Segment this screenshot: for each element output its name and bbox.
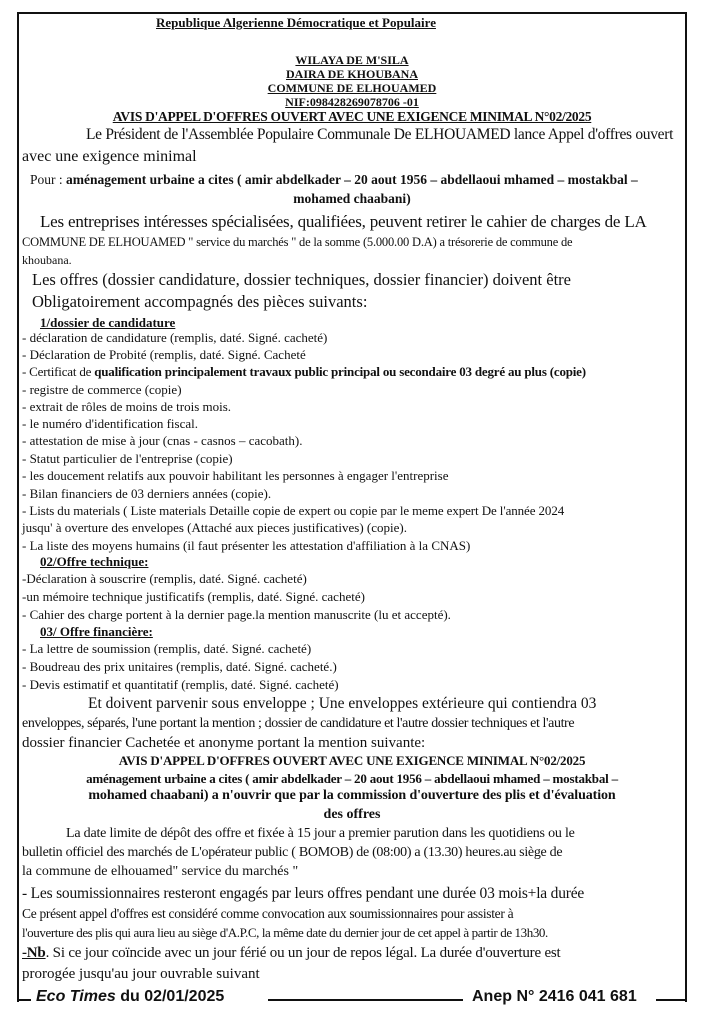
nb-line-1 — [22, 946, 561, 961]
intro-line-2: avec une exigence minimal — [22, 148, 197, 165]
retrait-line-3: khoubana. — [22, 253, 72, 267]
section-candidature-title: 1/dossier de candidature — [40, 315, 176, 330]
enveloppe-mention-2: mohamed chaabani) a n'ouvrir que par la commission d'ouverture des plis et d'évaluation — [88, 788, 616, 803]
publication-date: du 02/01/2025 — [115, 988, 225, 1005]
republic-heading: Republique Algerienne Démocratique et Populaire — [156, 15, 436, 30]
pour-label: Pour : — [30, 172, 67, 187]
project-name: aménagement urbaine a cites ( amir abdelkader – 20 aout 1956 – abdellaoui mhamed – mostakbal – — [66, 172, 638, 187]
delai-line-1: La date limite de dépôt des offre et fixée à 15 jour a premier parution dans les quotidiens ou le — [66, 826, 575, 841]
candidature-item: - déclaration de candidature (remplis, daté. Signé. cacheté) — [22, 330, 328, 345]
publication-credit — [36, 989, 224, 1005]
candidature-item: - Statut particulier de l'entreprise (copie) — [22, 451, 233, 466]
delai-line-2: bulletin officiel des marchés de L'opérateur public ( BOMOB) de (08:00) a (13.30) heures.au siège de — [22, 845, 563, 860]
certificat-requirement: qualification principalement travaux public principal ou secondaire 03 degré au plus (copie) — [94, 364, 586, 379]
delai-line-3: la commune de elhouamed" service du marchés " — [22, 864, 299, 879]
notice-title: AVIS D'APPEL D'OFFRES OUVERT AVEC UNE EXIGENCE MINIMAL N°02/2025 — [112, 109, 592, 124]
candidature-item-continued: jusqu' à overture des envelopes (Attaché aux pieces justificatives) (copie). — [22, 520, 407, 535]
nif-number: NIF:098428269078706 -01 — [285, 95, 419, 109]
technique-item: -un mémoire technique justificatifs (remplis, daté. Signé. cacheté) — [22, 589, 365, 604]
candidature-item: - Lists du materials ( Liste materials Detaille copie de expert ou copie par le meme expert De l'année 2024 — [22, 503, 565, 518]
retrait-line-2: COMMUNE DE ELHOUAMED " service du marchés " de la somme (5.000.00 D.A) a trésorerie de commune de — [22, 235, 573, 249]
delai-line-6: l'ouverture des plis qui aura lieu au siège d'A.P.C, la même date du dernier jour de cet appel à partir de 13h30. — [22, 925, 548, 940]
pour-line-2: mohamed chaabani) — [293, 191, 411, 206]
offres-line-1: Les offres (dossier candidature, dossier techniques, dossier financier) doivent être — [32, 270, 571, 289]
nb-line-2: prorogée jusqu'au jour ouvrable suivant — [22, 966, 260, 982]
enveloppe-mention-3: des offres — [323, 807, 381, 822]
candidature-item-certificat — [22, 365, 586, 378]
commune-heading: COMMUNE DE ELHOUAMED — [267, 81, 437, 95]
enveloppe-mention-1: aménagement urbaine a cites ( amir abdelkader – 20 aout 1956 – abdellaoui mhamed – mostakbal – — [86, 771, 618, 786]
offres-line-2: Obligatoirement accompagnés des pièces suivants: — [32, 292, 368, 311]
candidature-item: - attestation de mise à jour (cnas - casnos – cacobath). — [22, 433, 303, 448]
enveloppe-title: AVIS D'APPEL D'OFFRES OUVERT AVEC UNE EXIGENCE MINIMAL N°02/2025 — [118, 753, 586, 768]
border-bottom-left — [17, 999, 31, 1001]
publication-name: Eco Times — [36, 988, 116, 1005]
pour-line-1 — [30, 173, 638, 187]
footer-rule — [268, 999, 463, 1001]
border-bottom-right — [656, 999, 685, 1001]
financiere-item: - Devis estimatif et quantitatif (remplis, daté. Signé. cacheté) — [22, 677, 339, 692]
candidature-item: - Bilan financiers de 03 derniers années (copie). — [22, 486, 272, 501]
nb-label: -Nb — [22, 945, 46, 961]
section-technique-title: 02/Offre technique: — [40, 554, 149, 569]
candidature-item: - La liste des moyens humains (il faut présenter les attestation d'affiliation à la CNAS) — [22, 538, 471, 553]
technique-item: - Cahier des charge portent à la dernier page.la mention manuscrite (lu et accepté). — [22, 607, 451, 622]
financiere-item: - La lettre de soumission (remplis, daté. Signé. cacheté) — [22, 641, 312, 656]
delai-line-5: Ce présent appel d'offres est considéré comme convocation aux soumissionnaires pour assister à — [22, 906, 514, 921]
delai-line-4: - Les soumissionnaires resteront engagés par leurs offres pendant une durée 03 mois+la durée — [22, 885, 585, 902]
enveloppe-line-3: dossier financier Cachetée et anonyme portant la mention suivante: — [22, 735, 426, 751]
retrait-line-1: Les entreprises intéresses spécialisées, qualifiées, peuvent retirer le cahier de charges de LA — [40, 212, 647, 231]
section-financiere-title: 03/ Offre financière: — [40, 624, 153, 639]
intro-line-1: Le Président de l'Assemblée Populaire Communale De ELHOUAMED lance Appel d'offres ouvert — [86, 126, 674, 143]
candidature-item: - registre de commerce (copie) — [22, 382, 182, 397]
daira-heading: DAIRA DE KHOUBANA — [285, 67, 418, 81]
nb-text: . Si ce jour coïncide avec un jour férié ou un jour de repos légal. La durée d'ouverture est — [45, 945, 561, 961]
candidature-item: - Déclaration de Probité (remplis, daté. Signé. Cacheté — [22, 347, 306, 362]
wilaya-heading: WILAYA DE M'SILA — [295, 53, 409, 67]
candidature-item: - les doucement relatifs aux pouvoir habilitant les personnes à engager l'entreprise — [22, 468, 449, 483]
enveloppe-line-2: enveloppes, séparés, l'une portant la mention ; dossier de candidature et l'autre dossier techniques et l'autre — [22, 716, 575, 731]
candidature-item: - extrait de rôles de moins de trois mois. — [22, 399, 232, 414]
enveloppe-line-1: Et doivent parvenir sous enveloppe ; Une enveloppes extérieure qui contiendra 03 — [88, 695, 597, 712]
certificat-prefix: - Certificat de — [22, 364, 95, 379]
technique-item: -Déclaration à souscrire (remplis, daté. Signé. cacheté) — [22, 571, 307, 586]
financiere-item: - Boudreau des prix unitaires (remplis, daté. Signé. cacheté.) — [22, 659, 337, 674]
candidature-item: - le numéro d'identification fiscal. — [22, 416, 198, 431]
anep-number: Anep N° 2416 041 681 — [472, 988, 637, 1005]
